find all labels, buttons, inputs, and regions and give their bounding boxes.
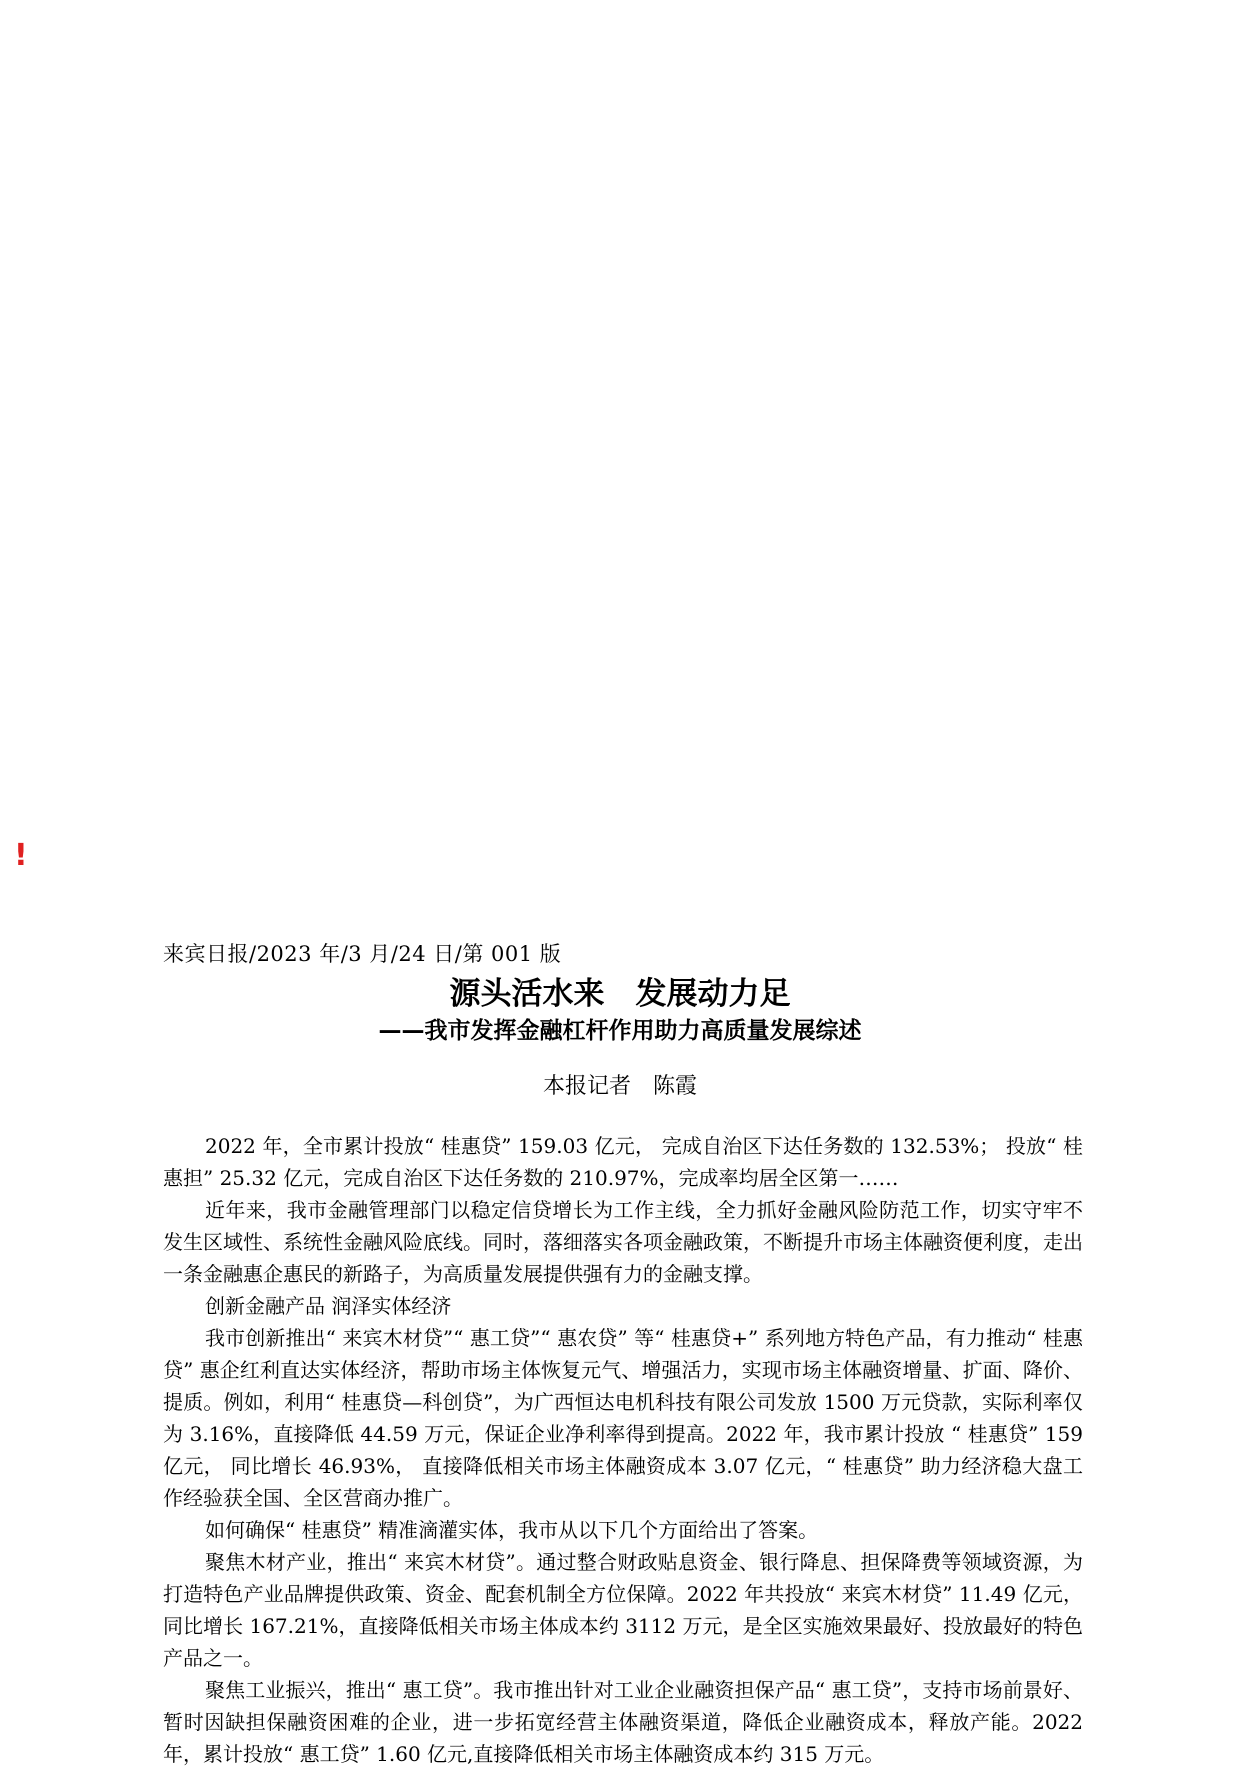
dateline: 来宾日报/2023 年/3 月/24 日/第 001 版 xyxy=(163,942,562,966)
paragraph: 我市创新推出“ 来宾木材贷”“ 惠工贷”“ 惠农贷” 等“ 桂惠贷+” 系列地方特色产品，有力推动“ 桂惠贷” 惠企红利直达实体经济，帮助市场主体恢复元气、增强活力，实现市场主体融资增量、扩面、降价、提质。例如，利用“ 桂惠贷—科创贷”，为广西恒达电机科技有限公司发放 1500 万元贷款，实际利率仅为 3.16%，直接降低 44.59 万元，保证企业净利率得到提高。2022 年，我市累计投放 “ 桂惠贷” 159 亿元， 同比增长 46.93%， 直接降低相关市场主体融资成本 3.07 亿元，“ 桂惠贷” 助力经济稳大盘工作经验获全国、全区营商办推广。 xyxy=(163,1326,1083,1510)
warning-mark: ! xyxy=(14,838,28,873)
article-body xyxy=(163,1130,1083,1770)
article-subtitle: ——我市发挥金融杠杆作用助力高质量发展综述 xyxy=(378,1018,862,1044)
section-heading: 创新金融产品 润泽实体经济 xyxy=(205,1294,452,1318)
paragraph: 聚焦工业振兴，推出“ 惠工贷”。我市推出针对工业企业融资担保产品“ 惠工贷”，支持市场前景好、暂时因缺担保融资困难的企业，进一步拓宽经营主体融资渠道，降低企业融资成本，释放产能。2022 年，累计投放“ 惠工贷” 1.60 亿元,直接降低相关市场主体融资成本约 315 万元。 xyxy=(163,1678,1083,1766)
paragraph: 如何确保“ 桂惠贷” 精准滴灌实体，我市从以下几个方面给出了答案。 xyxy=(205,1518,819,1542)
paragraph: 近年来，我市金融管理部门以稳定信贷增长为工作主线，全力抓好金融风险防范工作，切实守牢不发生区域性、系统性金融风险底线。同时，落细落实各项金融政策，不断提升市场主体融资便利度，走出一条金融惠企惠民的新路子，为高质量发展提供强有力的金融支撑。 xyxy=(163,1198,1083,1286)
byline: 本报记者 陈霞 xyxy=(542,1074,697,1099)
paragraph: 2022 年，全市累计投放“ 桂惠贷” 159.03 亿元， 完成自治区下达任务数的 132.53%； 投放“ 桂惠担” 25.32 亿元，完成自治区下达任务数的 210.97%，完成率均居全区第一…… xyxy=(163,1134,1083,1190)
paragraph: 聚焦木材产业，推出“ 来宾木材贷”。通过整合财政贴息资金、银行降息、担保降费等领域资源，为打造特色产业品牌提供政策、资金、配套机制全方位保障。2022 年共投放“ 来宾木材贷” 11.49 亿元，同比增长 167.21%，直接降低相关市场主体成本约 3112 万元，是全区实施效果最好、投放最好的特色产品之一。 xyxy=(163,1550,1083,1670)
article-title: 源头活水来 发展动力足 xyxy=(449,976,791,1012)
